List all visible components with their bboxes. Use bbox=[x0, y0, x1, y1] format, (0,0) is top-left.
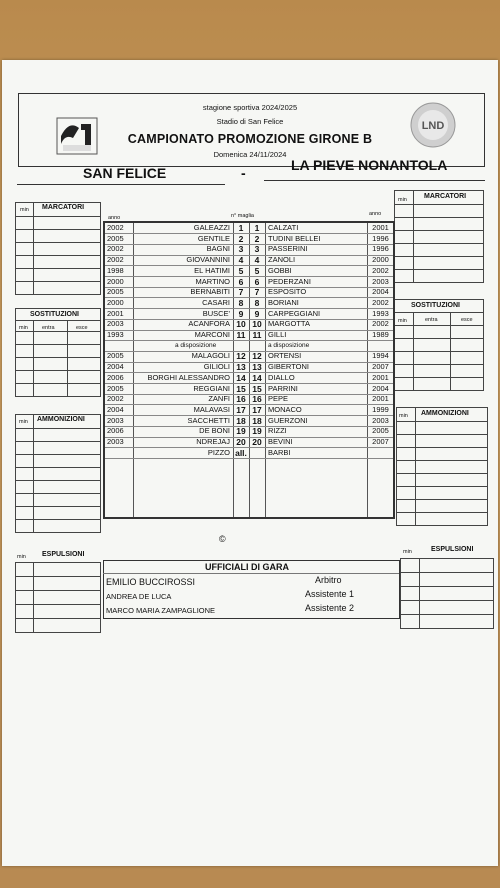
home-player-year bbox=[107, 448, 133, 459]
away-player-name: PEDERZANI bbox=[268, 276, 311, 286]
away-player-name: CARPEGGIANI bbox=[268, 308, 321, 318]
home-shirt-number: 14 bbox=[236, 372, 246, 383]
away-player-year: 2001 bbox=[372, 394, 389, 404]
away-player-name: PASSERINI bbox=[268, 244, 308, 254]
away-player-year: 2002 bbox=[372, 265, 389, 275]
roster-table bbox=[103, 221, 395, 519]
away-player-year: 2001 bbox=[372, 223, 389, 232]
roster-row bbox=[105, 437, 393, 448]
official-name: EMILIO BUCCIROSSI bbox=[106, 577, 196, 587]
away-player-name: TUDINI BELLEI bbox=[268, 233, 321, 243]
home-shirt-number: 6 bbox=[238, 276, 244, 287]
roster-row bbox=[105, 223, 393, 234]
away-shirt-number: 18 bbox=[252, 415, 262, 426]
home-player-year: 2003 bbox=[107, 437, 124, 446]
roster-row bbox=[105, 330, 393, 341]
home-underline bbox=[17, 184, 225, 185]
home-shirt-number: 16 bbox=[236, 394, 246, 405]
esce-label: esce bbox=[461, 317, 473, 323]
away-player-year: 2007 bbox=[372, 437, 389, 446]
home-player-name: MARCONI bbox=[194, 330, 230, 339]
espulsioni-right-table bbox=[400, 558, 494, 629]
espulsioni-left-title: ESPULSIONI bbox=[42, 551, 85, 558]
home-player-name: GILIOLI bbox=[203, 362, 230, 372]
roster-row bbox=[105, 448, 393, 459]
away-shirt-number: 7 bbox=[254, 287, 260, 298]
min-label: min bbox=[19, 419, 28, 425]
away-player-name: BORIANI bbox=[268, 297, 299, 307]
away-player-name: ZANOLI bbox=[268, 255, 296, 265]
away-player-name: RIZZI bbox=[268, 426, 287, 436]
entra-label: entra bbox=[42, 325, 55, 331]
roster-row bbox=[105, 405, 393, 416]
home-shirt-number: 9 bbox=[238, 308, 244, 319]
roster-row bbox=[105, 426, 393, 437]
home-player-year: 2003 bbox=[107, 319, 124, 329]
home-player-year: 2006 bbox=[107, 426, 124, 436]
home-player-name: BERNABITI bbox=[190, 287, 230, 297]
official-role: Assistente 1 bbox=[305, 589, 355, 599]
roster-row bbox=[105, 234, 393, 245]
home-player-year: 2002 bbox=[107, 255, 124, 265]
official-role: Assistente 2 bbox=[305, 603, 355, 613]
home-shirt-number: 13 bbox=[236, 362, 246, 373]
home-player-name: GALEAZZI bbox=[193, 223, 230, 232]
roster-row bbox=[105, 287, 393, 298]
away-shirt-number: 17 bbox=[252, 404, 262, 415]
sostituzioni-right-table bbox=[394, 299, 484, 391]
away-player-name: GUERZONI bbox=[268, 415, 308, 425]
away-player-year: 2004 bbox=[372, 287, 389, 297]
home-player-name: EL HATIMI bbox=[194, 265, 230, 275]
away-player-year: 1996 bbox=[372, 233, 389, 243]
away-player-year: 2003 bbox=[372, 276, 389, 286]
away-player-year: 2002 bbox=[372, 297, 389, 307]
away-player-name: PARRINI bbox=[268, 383, 298, 393]
sostituzioni-right-title: SOSTITUZIONI bbox=[411, 302, 460, 309]
away-player-name: ESPOSITO bbox=[268, 287, 307, 297]
sostituzioni-left-title: SOSTITUZIONI bbox=[30, 311, 79, 318]
home-player-year: 2006 bbox=[107, 372, 124, 382]
away-player-name: ORTENSI bbox=[268, 351, 302, 361]
away-shirt-number: 20 bbox=[252, 437, 262, 447]
home-player-year: 1993 bbox=[107, 330, 124, 339]
away-player-year: 1993 bbox=[372, 308, 389, 318]
away-player-name: MARGOTTA bbox=[268, 319, 310, 329]
away-shirt-number: 14 bbox=[252, 372, 262, 383]
home-player-name: BUSCE' bbox=[202, 308, 230, 318]
roster-row bbox=[105, 373, 393, 384]
away-shirt-number: 3 bbox=[254, 244, 260, 255]
home-shirt-number: 15 bbox=[236, 383, 246, 394]
home-player-year: 2002 bbox=[107, 394, 124, 404]
home-shirt-number: 5 bbox=[238, 265, 244, 276]
away-player-name: GOBBI bbox=[268, 265, 292, 275]
home-player-year: 1998 bbox=[107, 265, 124, 275]
away-shirt-number: 9 bbox=[254, 308, 260, 319]
away-player-year: 2001 bbox=[372, 372, 389, 382]
home-player-year: 2002 bbox=[107, 223, 124, 232]
home-shirt-number: 2 bbox=[238, 233, 244, 244]
away-player-year: 1994 bbox=[372, 351, 389, 361]
away-shirt-number: 6 bbox=[254, 276, 260, 287]
roster-row bbox=[105, 351, 393, 362]
home-shirt-number: 11 bbox=[236, 330, 246, 340]
disposizione-label-away: a disposizione bbox=[268, 341, 310, 349]
home-shirt-number: 10 bbox=[236, 319, 246, 330]
away-player-year: 2005 bbox=[372, 426, 389, 436]
away-player-year: 2004 bbox=[372, 383, 389, 393]
home-shirt-number: 18 bbox=[236, 415, 246, 426]
roster-row bbox=[105, 384, 393, 395]
roster-row bbox=[105, 416, 393, 427]
home-team: SAN FELICE bbox=[83, 165, 167, 181]
ammonizioni-left-table bbox=[15, 414, 101, 533]
home-player-name: BAGNI bbox=[206, 244, 230, 254]
ammonizioni-left-title: AMMONIZIONI bbox=[37, 416, 85, 423]
away-player-name: DIALLO bbox=[268, 372, 295, 382]
min-label: min bbox=[403, 549, 412, 555]
roster-row bbox=[105, 298, 393, 309]
away-team: LA PIEVE NONANTOLA bbox=[291, 157, 448, 173]
roster-row bbox=[105, 319, 393, 330]
away-player-name: GILLI bbox=[268, 330, 287, 339]
away-shirt-number: 1 bbox=[254, 223, 260, 233]
away-player-name: BARBI bbox=[268, 447, 291, 457]
marcatori-left-table bbox=[15, 202, 101, 295]
away-player-year: 1989 bbox=[372, 330, 389, 339]
home-player-name: GENTILE bbox=[197, 233, 230, 243]
officials-title: UFFICIALI DI GARA bbox=[205, 562, 289, 572]
home-player-year: 2004 bbox=[107, 404, 124, 414]
home-player-name: ACANFORA bbox=[188, 319, 230, 329]
championship-title: CAMPIONATO PROMOZIONE GIRONE B bbox=[127, 132, 373, 146]
team-separator: - bbox=[241, 165, 246, 181]
roster-row bbox=[105, 266, 393, 277]
home-shirt-number: 4 bbox=[238, 255, 244, 266]
away-underline bbox=[264, 180, 485, 181]
official-name: MARCO MARIA ZAMPAGLIONE bbox=[106, 606, 216, 615]
min-label: min bbox=[17, 554, 26, 560]
home-player-year: 2005 bbox=[107, 351, 124, 361]
away-shirt-number: 16 bbox=[252, 394, 262, 405]
home-shirt-number: 17 bbox=[236, 404, 246, 415]
away-shirt-number: 8 bbox=[254, 297, 260, 308]
ammonizioni-right-title: AMMONIZIONI bbox=[421, 410, 469, 417]
away-shirt-number: 13 bbox=[252, 362, 262, 373]
disposizione-label-home: a disposizione bbox=[175, 341, 217, 349]
home-player-name: MALAGOLI bbox=[191, 351, 230, 361]
away-player-year: 1999 bbox=[372, 404, 389, 414]
home-player-name: SACCHETTI bbox=[187, 415, 230, 425]
home-player-year: 2005 bbox=[107, 287, 124, 297]
marcatori-left-title: MARCATORI bbox=[42, 204, 85, 211]
away-shirt-number: 11 bbox=[252, 330, 262, 340]
home-shirt-number: 1 bbox=[238, 223, 244, 233]
away-shirt-number: 4 bbox=[254, 255, 260, 266]
ammonizioni-right-table bbox=[396, 407, 488, 526]
official-name: ANDREA DE LUCA bbox=[106, 592, 172, 601]
min-label: min bbox=[19, 325, 28, 331]
away-player-name: CALZATI bbox=[268, 223, 299, 232]
away-player-name: MONACO bbox=[268, 404, 302, 414]
home-player-year: 2005 bbox=[107, 383, 124, 393]
official-role: Arbitro bbox=[315, 575, 342, 585]
home-player-name: GIOVANNINI bbox=[186, 255, 230, 265]
away-player-year: 2007 bbox=[372, 362, 389, 372]
home-player-name: MALAVASI bbox=[193, 404, 230, 414]
min-label: min bbox=[20, 207, 29, 213]
home-player-year: 2001 bbox=[107, 308, 124, 318]
roster-row bbox=[105, 255, 393, 266]
away-player-year: 2003 bbox=[372, 415, 389, 425]
roster-row bbox=[105, 394, 393, 405]
away-player-year: 1996 bbox=[372, 244, 389, 254]
away-shirt-number: 5 bbox=[254, 265, 260, 276]
min-label: min bbox=[399, 413, 408, 419]
home-player-name: REGGIANI bbox=[193, 383, 230, 393]
copyright-symbol: © bbox=[219, 534, 226, 544]
min-label: min bbox=[398, 197, 407, 203]
away-shirt-number: 19 bbox=[252, 426, 262, 437]
home-shirt-number: 20 bbox=[236, 437, 246, 447]
away-player-name: GIBERTONI bbox=[268, 362, 309, 372]
marcatori-right-table bbox=[394, 190, 484, 283]
home-player-name: ZANFI bbox=[208, 394, 230, 404]
home-player-year: 2005 bbox=[107, 233, 124, 243]
svg-text:LND: LND bbox=[421, 120, 445, 132]
espulsioni-right-title: ESPULSIONI bbox=[431, 546, 474, 553]
disposizione-row bbox=[105, 341, 393, 352]
home-player-name: CASARI bbox=[202, 297, 230, 307]
away-player-name: BEVINI bbox=[268, 437, 293, 446]
marcatori-right-title: MARCATORI bbox=[424, 193, 467, 200]
home-shirt-number: 8 bbox=[238, 297, 244, 308]
home-player-name: NDREJAJ bbox=[196, 437, 230, 446]
home-shirt-number: 3 bbox=[238, 244, 244, 255]
roster-row bbox=[105, 362, 393, 373]
away-player-name: PEPE bbox=[268, 394, 289, 404]
home-shirt-number: 7 bbox=[238, 287, 244, 298]
home-player-year: 2003 bbox=[107, 415, 124, 425]
away-player-year: 2002 bbox=[372, 319, 389, 329]
away-shirt-number: 12 bbox=[252, 351, 262, 362]
espulsioni-left-table bbox=[15, 562, 101, 633]
entra-label: entra bbox=[425, 317, 438, 323]
roster-row bbox=[105, 309, 393, 320]
sostituzioni-left-table bbox=[15, 308, 101, 397]
home-shirt-number: 19 bbox=[236, 426, 246, 437]
home-player-name: PIZZO bbox=[207, 447, 230, 457]
stadium-text: Stadio di San Felice bbox=[216, 117, 284, 126]
roster-row bbox=[105, 244, 393, 255]
away-shirt-number bbox=[250, 448, 264, 459]
home-player-year: 2004 bbox=[107, 362, 124, 372]
match-date: Domenica 24/11/2024 bbox=[213, 150, 287, 159]
anno-label: anno bbox=[108, 215, 121, 221]
roster-row bbox=[105, 277, 393, 288]
away-shirt-number: 10 bbox=[252, 319, 262, 330]
home-player-name: MARTINO bbox=[195, 276, 230, 286]
home-shirt-number: 12 bbox=[236, 351, 246, 362]
away-shirt-number: 15 bbox=[252, 383, 262, 394]
home-player-year: 2002 bbox=[107, 244, 124, 254]
esce-label: esce bbox=[76, 325, 88, 331]
away-player-year bbox=[368, 448, 393, 459]
home-player-year: 2000 bbox=[107, 297, 124, 307]
away-shirt-number: 2 bbox=[254, 233, 260, 244]
home-player-name: BORGHI ALESSANDRO bbox=[147, 372, 230, 382]
home-shirt-number: all. bbox=[235, 447, 247, 458]
home-player-name: DE BONI bbox=[199, 426, 230, 436]
min-label: min bbox=[398, 318, 407, 324]
away-player-year: 2000 bbox=[372, 255, 389, 265]
maglia-label: n° maglia bbox=[231, 213, 254, 219]
anno-right-label: anno bbox=[369, 211, 382, 217]
home-player-year: 2000 bbox=[107, 276, 124, 286]
season-text: stagione sportiva 2024/2025 bbox=[202, 103, 298, 112]
